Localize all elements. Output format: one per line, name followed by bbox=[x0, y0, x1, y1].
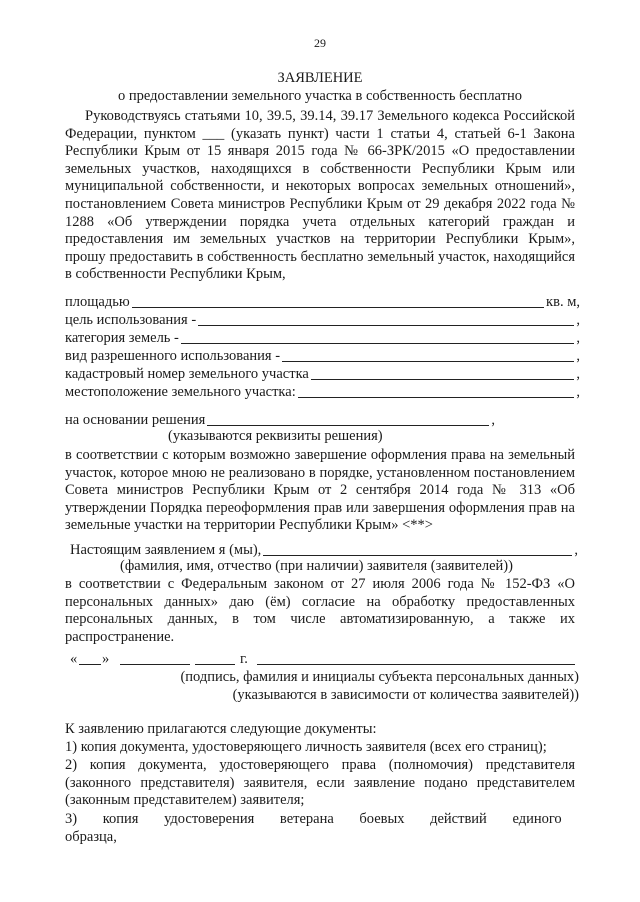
location-label: местоположение земельного участка: bbox=[65, 384, 296, 400]
decision-label: на основании решения bbox=[65, 412, 206, 428]
consent-comma: , bbox=[574, 542, 578, 558]
date-close-quote: » bbox=[102, 651, 110, 667]
attachment-item-2: 2) копия документа, удостоверяющего права (полномочия) представителя (законного представителя) заявителя, если заявление подано представителем (законным представителем) заявителя; bbox=[65, 757, 575, 809]
purpose-comma: , bbox=[576, 312, 580, 328]
intro-paragraph: Руководствуясь статьями 10, 39.5, 39.14, 39.17 Земельного кодекса Российской Федерации, пунктом ___ (указать пункт) части 1 статьи 4, статьей 6-1 Закона Республики Крым от 15 января 2015 года № 66-ЗРК/2015 «О предоставлении земельных участков, находящихся в собственности Республики Крым или муниципальной собственности, и некоторых вопросах земельных отношений», постановлением Совета министров Республики Крым от 29 декабря 2022 года № 1288 «Об утверждении порядка учета отдельных категорий граждан и предоставления им земельных участков на территории Республики Крым», прошу предоставить в собственность бесплатно земельный участок, находящийся в собственности Республики Крым, bbox=[65, 108, 575, 283]
decision-blank[interactable] bbox=[207, 424, 489, 426]
consent-paragraph: в соответствии с Федеральным законом от 27 июля 2006 года № 152-ФЗ «О персональных данных» даю (ём) согласие на обработку предоставленных персональных данных, в том числе автоматизированную, а также их распространение. bbox=[65, 576, 575, 645]
area-unit: кв. м, bbox=[546, 294, 580, 310]
consent-hint: (фамилия, имя, отчество (при наличии) заявителя (заявителей)) bbox=[120, 558, 513, 574]
decision-comma: , bbox=[491, 412, 495, 428]
consent-field bbox=[70, 541, 578, 559]
permitted-use-comma: , bbox=[576, 348, 580, 364]
date-month-blank[interactable] bbox=[120, 651, 190, 665]
cadastral-comma: , bbox=[576, 366, 580, 382]
location-comma: , bbox=[576, 384, 580, 400]
date-open-quote: « bbox=[70, 651, 78, 667]
permitted-use-blank[interactable] bbox=[282, 360, 574, 362]
decision-paragraph: в соответствии с которым возможно завершение оформления права на земельный участок, которое мною не реализовано в порядке, установленном постановлением Совета министров Республики Крым от 2 сентября 2014 года № 313 «Об утверждении Порядка переоформления прав или завершения оформления прав на земельные участки на территории Республики Крым» <**> bbox=[65, 447, 575, 534]
attachments-heading: К заявлению прилагаются следующие документы: bbox=[65, 721, 377, 737]
purpose-blank[interactable] bbox=[198, 324, 574, 326]
permitted-use-field bbox=[65, 347, 580, 365]
category-comma: , bbox=[576, 330, 580, 346]
area-label: площадью bbox=[65, 294, 130, 310]
attachment-item-1: 1) копия документа, удостоверяющего личность заявителя (всех его страниц); bbox=[65, 739, 547, 755]
date-day-blank[interactable] bbox=[79, 651, 101, 665]
category-field bbox=[65, 329, 580, 347]
attachment-item-3: 3) копия удостоверения ветерана боевых действий единого образца, bbox=[65, 811, 562, 845]
date-year-suffix: г. bbox=[240, 651, 248, 667]
cadastral-label: кадастровый номер земельного участка bbox=[65, 366, 309, 382]
page-number: 29 bbox=[314, 36, 326, 50]
signature-hint-1: (подпись, фамилия и инициалы субъекта персональных данных) bbox=[180, 669, 579, 685]
document-subtitle: о предоставлении земельного участка в собственность бесплатно bbox=[118, 88, 522, 104]
area-field bbox=[65, 293, 580, 311]
document-title: ЗАЯВЛЕНИЕ bbox=[277, 70, 363, 86]
cadastral-field bbox=[65, 365, 580, 383]
signature-blank[interactable] bbox=[257, 651, 575, 665]
signature-date-line bbox=[65, 651, 580, 669]
cadastral-blank[interactable] bbox=[311, 378, 575, 380]
purpose-label: цель использования - bbox=[65, 312, 197, 328]
consent-blank[interactable] bbox=[263, 554, 572, 556]
decision-field bbox=[65, 411, 495, 429]
consent-label: Настоящим заявлением я (мы), bbox=[70, 542, 262, 558]
date-year-blank[interactable] bbox=[195, 651, 235, 665]
area-blank[interactable] bbox=[132, 306, 544, 308]
category-blank[interactable] bbox=[181, 342, 574, 344]
location-blank[interactable] bbox=[298, 396, 575, 398]
purpose-field bbox=[65, 311, 580, 329]
location-field bbox=[65, 383, 580, 401]
permitted-use-label: вид разрешенного использования - bbox=[65, 348, 281, 364]
category-label: категория земель - bbox=[65, 330, 179, 346]
signature-hint-2: (указываются в зависимости от количества заявителей)) bbox=[232, 687, 579, 703]
decision-hint: (указываются реквизиты решения) bbox=[168, 428, 383, 444]
